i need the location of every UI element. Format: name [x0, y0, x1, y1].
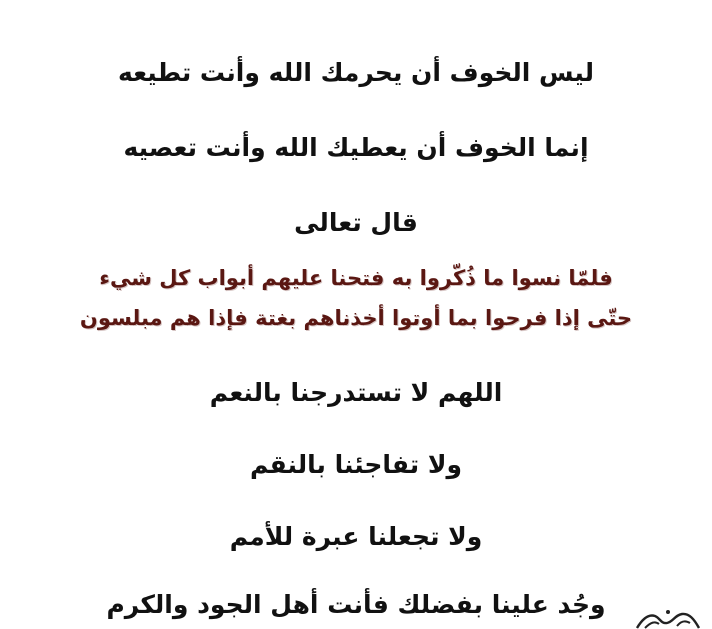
text-line-2: إنما الخوف أن يعطيك الله وأنت تعصيه — [123, 133, 589, 162]
calligraphy-ornament-icon — [633, 604, 703, 629]
quran-verse-line-1: فلمّا نسوا ما ذُكّروا به فتحنا عليهم أبواب كل شيء — [99, 266, 613, 290]
prayer-line-4: وجُد علينا بفضلك فأنت أهل الجود والكرم — [106, 590, 606, 619]
verse-intro: قال تعالى — [294, 208, 418, 237]
prayer-line-2: ولا تفاجئنا بالنقم — [249, 450, 463, 479]
prayer-line-3: ولا تجعلنا عبرة للأمم — [229, 522, 483, 551]
quran-verse-line-2: حتّى إذا فرحوا بما أوتوا أخذناهم بغتة فإذا هم مبلسون — [79, 306, 633, 330]
prayer-line-1: اللهم لا تستدرجنا بالنعم — [209, 378, 503, 407]
text-line-1: ليس الخوف أن يحرمك الله وأنت تطيعه — [118, 58, 594, 87]
